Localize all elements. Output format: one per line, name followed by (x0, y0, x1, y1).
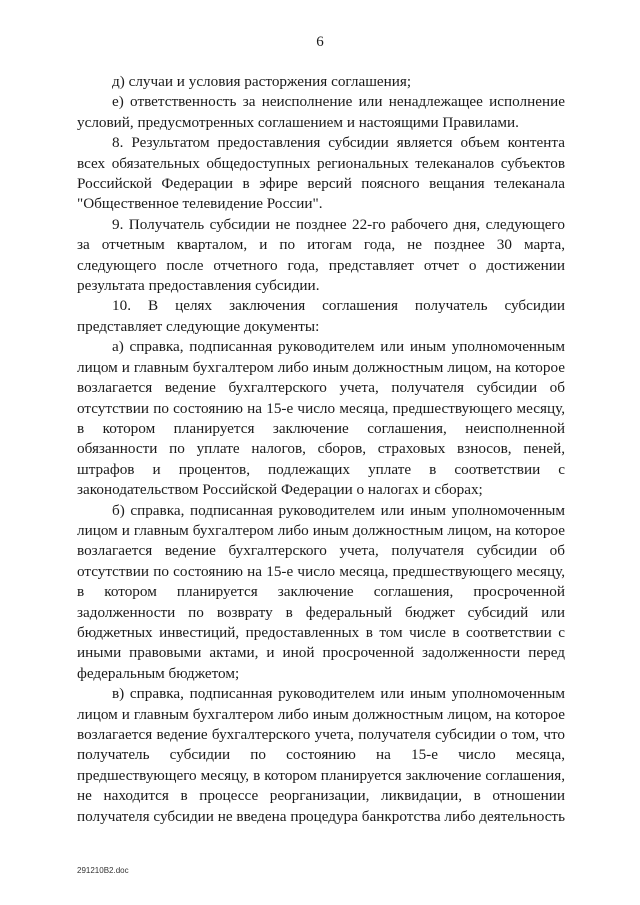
paragraph-10: 10. В целях заключения соглашения получатель субсидии представляет следующие документы: (77, 297, 565, 335)
paragraph-8: 8. Результатом предоставления субсидии является объем контента всех обязательных общедоступных региональных телеканалов субъектов Российской Федерации в эфире версий поясного вещания телеканала "Общественное телевидение России". (77, 134, 565, 213)
paragraph-10-v: в) справка, подписанная руководителем или иным уполномоченным лицом и главным бухгалтером либо иным должностным лицом, на которое возлагается ведение бухгалтерского учета, получателя субсидии о том, что получатель субсидии по состоянию на 15-е число месяца, предшествующего месяцу, в котором планируется заключение соглашения, не находится в процессе реорганизации, ликвидации, в отношении получателя субсидии не введена процедура банкротства либо деятельность (77, 685, 565, 825)
paragraph-9: 9. Получатель субсидии не позднее 22-го рабочего дня, следующего за отчетным кварталом, и по итогам года, не позднее 30 марта, следующего после отчетного года, представляет отчет о достижении результата предоставления субсидии. (77, 215, 565, 295)
paragraph-item-d: д) случаи и условия расторжения соглашения; (112, 73, 412, 90)
paragraph-item-e: е) ответственность за неисполнение или ненадлежащее исполнение условий, предусмотренных соглашением и настоящими Правилами. (77, 93, 565, 131)
paragraph-10-b: б) справка, подписанная руководителем или иным уполномоченным лицом и главным бухгалтером либо иным должностным лицом, на которое возлагается ведение бухгалтерского учета, получателя субсидии об отсутствии по состоянию на 15-е число месяца, предшествующего месяцу, в котором планируется заключение соглашения, просроченной задолженности по возврату в федеральный бюджет субсидий или бюджетных инвестиций, предоставленных в том числе в соответствии с иными правовыми актами, и иной просроченной задолженности перед федеральным бюджетом; (77, 501, 565, 682)
document-body (77, 72, 565, 827)
footer-file-code: 291210В2.doc (77, 866, 129, 875)
paragraph-10-a: а) справка, подписанная руководителем или иным уполномоченным лицом и главным бухгалтером либо иным должностным лицом, на которое возлагается ведение бухгалтерского учета, получателя субсидии об отсутствии по состоянию на 15-е число месяца, предшествующего месяцу, в котором планируется заключение соглашения, неисполненной обязанности по уплате налогов, сборов, страховых взносов, пеней, штрафов и процентов, подлежащих уплате в соответствии с законодательством Российской Федерации о налогах и сборах; (77, 338, 565, 499)
page-number: 6 (316, 34, 324, 50)
